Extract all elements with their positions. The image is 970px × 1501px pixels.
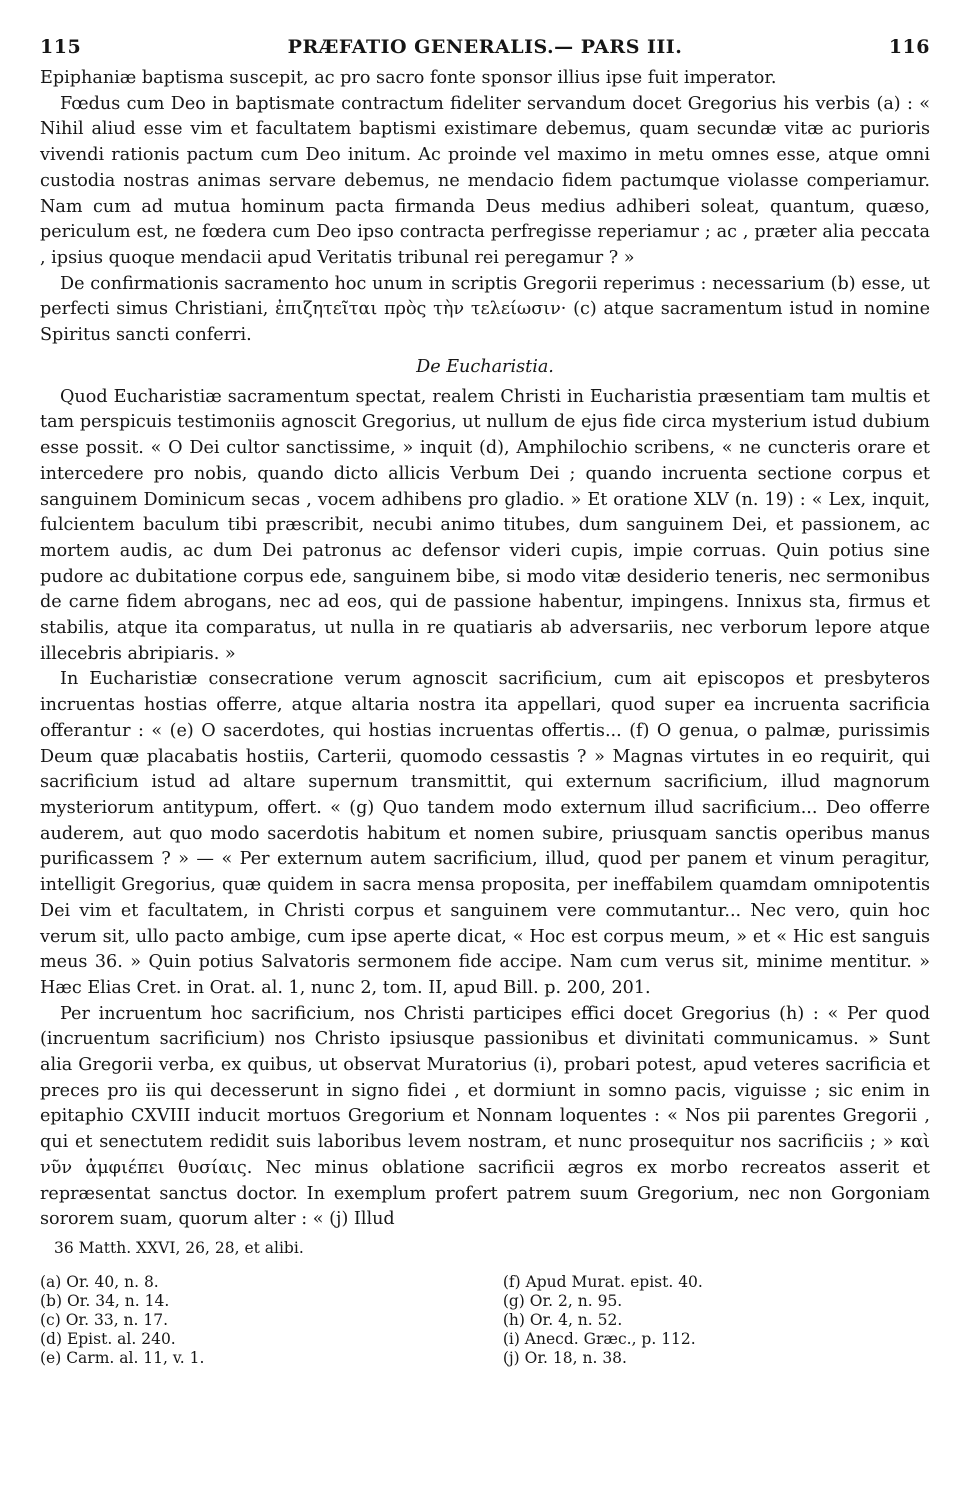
right-page-number: 116 <box>888 36 930 58</box>
main-text <box>40 66 930 1233</box>
running-title: PRÆFATIO GENERALIS.— PARS III. <box>287 36 683 58</box>
notes-left-column <box>40 1273 467 1368</box>
note: (d) Epist. al. 240. <box>40 1329 176 1348</box>
footnote: 36 Matth. XXVI, 26, 28, et alibi. <box>54 1238 304 1257</box>
note: (b) Or. 34, n. 14. <box>40 1291 170 1310</box>
left-page-number: 115 <box>40 36 82 58</box>
paragraph: Quod Eucharistiæ sacramentum spectat, realem Christi in Eucharistia præsentiam tam multis et tam perspicuis testimoniis agnoscit Gregorius, ut nullum de ejus fide circa mysterium istud dubium esse possit. « O Dei cultor sanctissime, » inquit (d), Amphilochio scribens, « ne cuncteris orare et intercedere pro nobis, quando dicto allicis Verbum Dei ; quando incruenta sectione corpus et sanguinem Dominicum secas , vocem adhibens pro gladio. » Et oratione XLV (n. 19) : « Lex, inquit, fulcientem baculum tibi præscribit, necubi animo titubes, dum sanguinem Dei, et passionem, ac mortem audis, ac dum Dei patronus ac defensor videri cupis, impie corruas. Quin potius sine pudore ac dubitatione corpus ede, sanguinem bibe, si modo vitæ desiderio teneris, nec sermonibus de carne fidem abrogans, nec ad eos, qui de passione habentur, impingens. Innixus sta, firmus et stabilis, atque ita comparatus, ut nulla in re quatiaris ab adversariis, nec verborum lepore atque illecebris abripiaris. » <box>40 386 930 664</box>
note: (a) Or. 40, n. 8. <box>40 1272 159 1291</box>
note: (j) Or. 18, n. 38. <box>502 1348 627 1367</box>
note: (c) Or. 33, n. 17. <box>40 1310 169 1329</box>
reference-notes <box>40 1273 930 1368</box>
paragraph: Fœdus cum Deo in baptismate contractum fideliter servandum docet Gregorius his verbis (a) : « Nihil aliud esse vim et facultatem baptismi existimare debemus, quam secundæ vitæ ac purioris vivendi rationis pactum cum Deo initum. Ac proinde vel maximo in metu omnes esse, atque omni custodia nostras animas servare debemus, ne mendacio fidem pactumque violasse comperiamur. Nam cum ad mutua hominum pacta firmanda Deus medius adhiberi soleat, quantum, quæso, periculum est, ne fœdera cum Deo ipso contracta perfregisse reperiamur ; ac , præter alia peccata , ipsius quoque mendacii apud Veritatis tribunal rei peregamur ? » <box>40 93 930 268</box>
paragraph: De confirmationis sacramento hoc unum in scriptis Gregorii reperimus : necessarium (b) esse, ut perfecti simus Christiani, ἐπιζητεῖται πρὸς τὴν τελείωσιν· (c) atque sacramentum istud in nomine Spiritus sancti conferri. <box>40 273 930 346</box>
section-heading: De Eucharistia. <box>416 356 554 377</box>
note: (f) Apud Murat. epist. 40. <box>502 1272 703 1291</box>
note: (i) Anecd. Græc., p. 112. <box>502 1329 696 1348</box>
note: (h) Or. 4, n. 52. <box>502 1310 623 1329</box>
notes-right-column <box>503 1273 930 1368</box>
paragraph: In Eucharistiæ consecratione verum agnoscit sacrificium, cum ait episcopos et presbyteros incruentas hostias offerre, atque altaria nostra ita appellari, quod super ea incruenta sacrificia offerantur : « (e) O sacerdotes, qui hostias incruentas offertis... (f) O genua, o palmæ, purissimis Deum quæ placabatis hostiis, Carterii, quomodo cessastis ? » Magnas virtutes in eo requirit, qui sacrificium istud ad altare supernum transmittit, qui externum sacrificium, illud magnorum mysteriorum antitypum, offert. « (g) Quo tandem modo externum illud sacrificium... Deo offerre auderem, aut quo modo sacerdotis habitum et nomen subire, priusquam sanctis operibus manus purificassem ? » — « Per externum autem sacrificium, illud, quod per panem et vinum peragitur, intelligit Gregorius, quæ quidem in sacra mensa proposita, per ineffabilem quamdam omnipotentis Dei vim et facultatem, in Christi corpus et sanguinem vere commutantur... Nec vero, quin hoc verum sit, ullo pacto ambige, cum ipse aperte dicat, « Hoc est corpus meum, » et « Hic est sanguis meus 36. » Quin potius Salvatoris sermonem fide accipe. Nam cum verus sit, minime mentitur. » Hæc Elias Cret. in Orat. al. 1, nunc 2, tom. II, apud Bill. p. 200, 201. <box>40 669 930 998</box>
paragraph: Epiphaniæ baptisma suscepit, ac pro sacro fonte sponsor illius ipse fuit imperator. <box>40 68 777 88</box>
running-header <box>40 36 930 66</box>
paragraph: Per incruentum hoc sacrificium, nos Christi participes effici docet Gregorius (h) : « Per quod (incruentum sacrificium) nos Christo ipsiusque passionibus et divinitati communicamus. » Sunt alia Gregorii verba, ex quibus, ut observat Muratorius (i), probari potest, apud veteres sacrificia et preces pro iis qui decesserunt in signo fidei , et dormiunt in somno pacis, viguisse ; sic enim in epitaphio CXVIII inducit mortuos Gregorium et Nonnam loquentes : « Nos pii parentes Gregorii , qui et senectutem redidit suis laboribus levem nostram, et nunc prosequitur nos sacrificiis ; » καὶ νῦν ἀμφιέπει θυσίαις. Nec minus oblatione sacrificii ægros ex morbo recreatos asserit et repræsentat sanctus doctor. In exemplum profert patrem suum Gregorium, nec non Gorgoniam sororem suam, quorum alter : « (j) Illud <box>40 1003 930 1230</box>
note: (e) Carm. al. 11, v. 1. <box>40 1348 205 1367</box>
note: (g) Or. 2, n. 95. <box>502 1291 623 1310</box>
